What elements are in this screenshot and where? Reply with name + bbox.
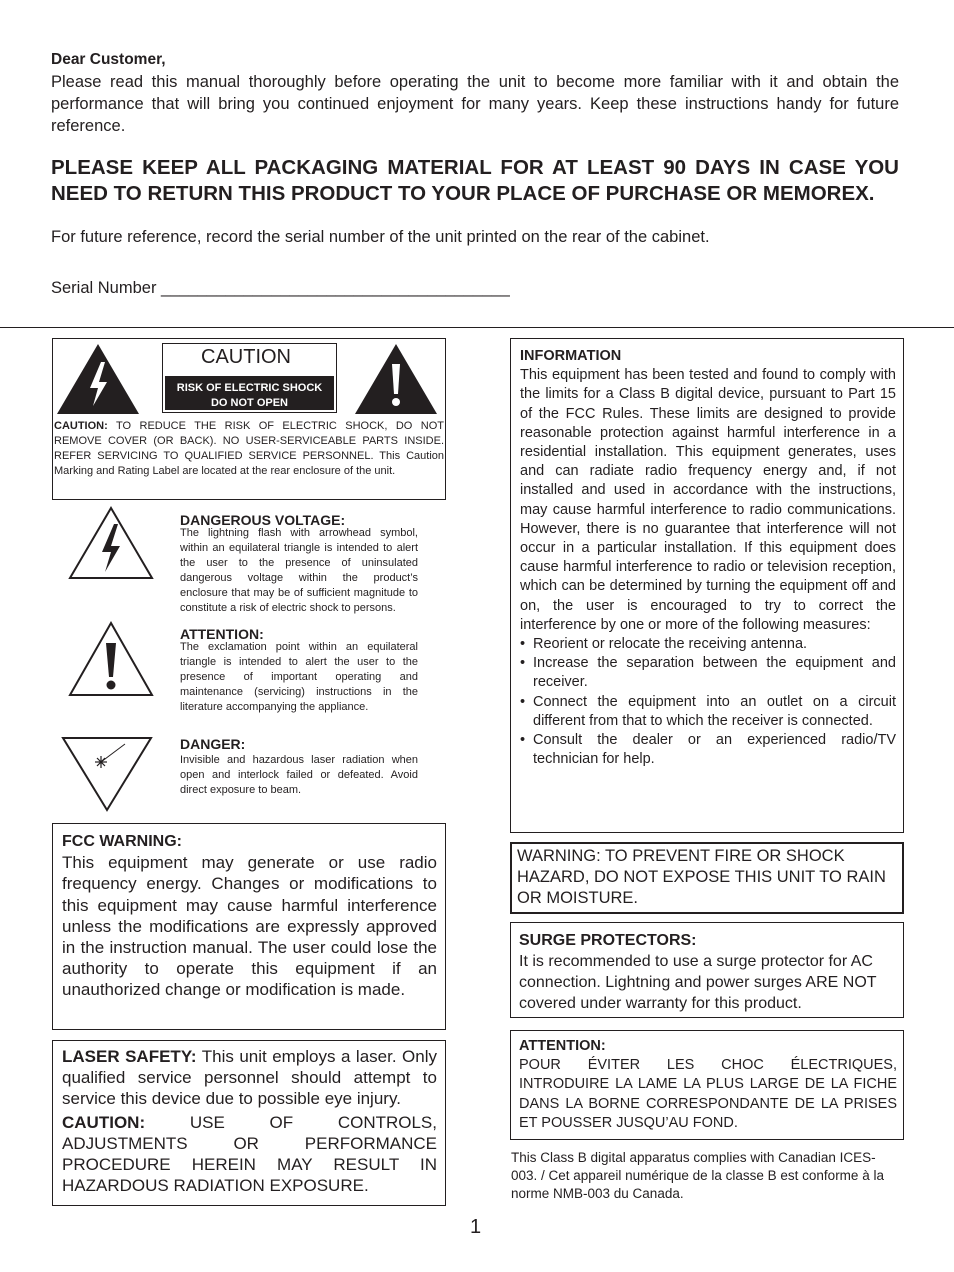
greeting: Dear Customer,: [51, 51, 166, 68]
laser-safety-content: [62, 1046, 437, 1196]
caution-prefix: CAUTION:: [54, 420, 108, 432]
surge-protectors-text: It is recommended to use a surge protector for AC connection. Lightning and power surges ARE NOT covered under warranty for this product.: [519, 953, 877, 1012]
measure-item: • Increase the separation between the equipment and receiver.: [520, 654, 896, 692]
information-box: [510, 338, 904, 833]
caution-title-box: [162, 343, 337, 413]
page-number: 1: [470, 1216, 482, 1238]
measure-item: • Reorient or relocate the receiving antenna.: [520, 635, 896, 654]
laser-caution-label: CAUTION:: [62, 1112, 146, 1132]
attention-french-title: ATTENTION:: [519, 1038, 606, 1054]
risk-line-1: RISK OF ELECTRIC SHOCK: [176, 382, 323, 394]
future-reference-note: For future reference, record the serial number of the unit printed on the rear of the cabinet.: [51, 228, 710, 246]
attention-french-content: [519, 1037, 897, 1133]
laser-symbol-icon: [61, 736, 153, 812]
risk-line-2: DO NOT OPEN: [210, 397, 288, 409]
danger-title: DANGER:: [180, 736, 246, 752]
surge-protectors-box: [510, 922, 904, 1018]
packaging-notice: PLEASE KEEP ALL PACKAGING MATERIAL FOR AT LEAST 90 DAYS IN CASE YOU NEED TO RETURN THIS PRODUCT TO YOUR PLACE OF PURCHASE OR MEMOREX.: [51, 156, 899, 205]
risk-of-shock-banner: [165, 376, 334, 410]
measure-item: • Consult the dealer or an experienced radio/TV technician for help.: [520, 731, 896, 769]
serial-number-line: Serial Number ______________________________________: [51, 279, 510, 297]
laser-safety-box: [52, 1040, 446, 1206]
measures-list: [520, 635, 896, 769]
section-divider: [0, 327, 954, 328]
attention-french-text: POUR ÉVITER LES CHOC ÉLECTRIQUES, INTRODUIRE LA LAME LA PLUS LARGE DE LA FICHE DANS LA BORNE CORRESPONDANTE DE LA PRISES ET POUSSER JUSQU’AU FOND.: [519, 1057, 897, 1131]
laser-safety-title: LASER SAFETY:: [62, 1047, 197, 1066]
caution-label: [52, 338, 446, 500]
lightning-warning-icon: [57, 344, 139, 414]
information-content: [520, 347, 896, 769]
laser-caution-paragraph: [62, 1112, 437, 1197]
exclamation-warning-icon: [355, 344, 437, 414]
attention-french-box: [510, 1030, 904, 1140]
exclamation-symbol-icon: [68, 621, 154, 697]
caution-label-text: [54, 419, 444, 479]
surge-protectors-title: SURGE PROTECTORS:: [519, 932, 697, 949]
surge-protectors-content: [519, 930, 897, 1014]
laser-caution-text: USE OF CONTROLS, ADJUSTMENTS OR PERFORMANCE PROCEDURE HEREIN MAY RESULT IN HAZARDOUS RADIATION EXPOSURE.: [62, 1112, 437, 1196]
information-text: This equipment has been tested and found to comply with the limits for a Class B digital device, pursuant to Part 15 of the FCC Rules. These limits are designed to provide reasonable protection against harmful interference in a residential installation. This equipment generates, uses and can radiate radio frequency energy and, if not installed and used in accordance with the instructions, may cause harmful interference to radio communications. However, there is no guarantee that interference will not occur in a particular installation. If this equipment does cause harmful interference to radio or television reception, which can be determined by turning the equipment off and on, the user is encouraged to try to correct the interference by one or more of the following measures:: [520, 367, 896, 633]
attention-title: ATTENTION:: [180, 626, 264, 642]
fcc-warning-box: [52, 823, 446, 1030]
attention-text: The exclamation point within an equilateral triangle is intended to alert the user to the presence of important operating and maintenance (servicing) instructions in the literature accompanying the appliance.: [180, 641, 418, 713]
laser-safety-text: This unit employs a laser. Only qualified service personnel should attempt to service this device due to possible eye injury.: [62, 1047, 437, 1109]
fcc-warning-title: FCC WARNING:: [62, 833, 182, 850]
caution-title: CAUTION: [201, 346, 291, 368]
caution-body: TO REDUCE THE RISK OF ELECTRIC SHOCK, DO NOT REMOVE COVER (OR BACK). NO USER-SERVICEABLE PARTS INSIDE. REFER SERVICING TO QUALIFIED SERVICE PERSONNEL. This Caution Marking and Rating Label are located at the rear enclosure of the unit.: [54, 420, 444, 477]
laser-safety-paragraph: [62, 1046, 437, 1110]
fcc-warning-text: This equipment may generate or use radio frequency energy. Changes or modifications to this equipment may cause harmful interference unless the modifications are expressly approved in the instruction manual. The user could lose the authority to operate this equipment if an unauthorized change or modification is made.: [62, 853, 437, 1000]
fire-shock-warning-text: WARNING: TO PREVENT FIRE OR SHOCK HAZARD, DO NOT EXPOSE THIS UNIT TO RAIN OR MOISTURE.: [517, 847, 886, 907]
lightning-symbol-icon: [68, 506, 154, 580]
fire-shock-warning-box: [510, 842, 904, 914]
canada-compliance-note: This Class B digital apparatus complies with Canadian ICES-003. / Cet appareil numérique de la classe B est conforme à la norme NMB-003 du Canada.: [511, 1150, 884, 1201]
intro-paragraph: Please read this manual thoroughly before operating the unit to become more familiar with it and obtain the performance that will bring you continued enjoyment for many years. Keep these instructions handy for future reference.: [51, 73, 899, 135]
danger-text: Invisible and hazardous laser radiation when open and interlock failed or defeated. Avoid direct exposure to beam.: [180, 754, 418, 796]
fcc-warning-content: [62, 831, 437, 1001]
dangerous-voltage-title: DANGEROUS VOLTAGE:: [180, 512, 346, 528]
information-title: INFORMATION: [520, 348, 622, 364]
measure-item: • Connect the equipment into an outlet on a circuit different from that to which the receiver is connected.: [520, 693, 896, 731]
dangerous-voltage-text: The lightning flash with arrowhead symbol, within an equilateral triangle is intended to alert the user to the presence of uninsulated dangerous voltage within the product’s enclosure that may be of sufficient magnitude to constitute a risk of electric shock to persons.: [180, 527, 418, 614]
